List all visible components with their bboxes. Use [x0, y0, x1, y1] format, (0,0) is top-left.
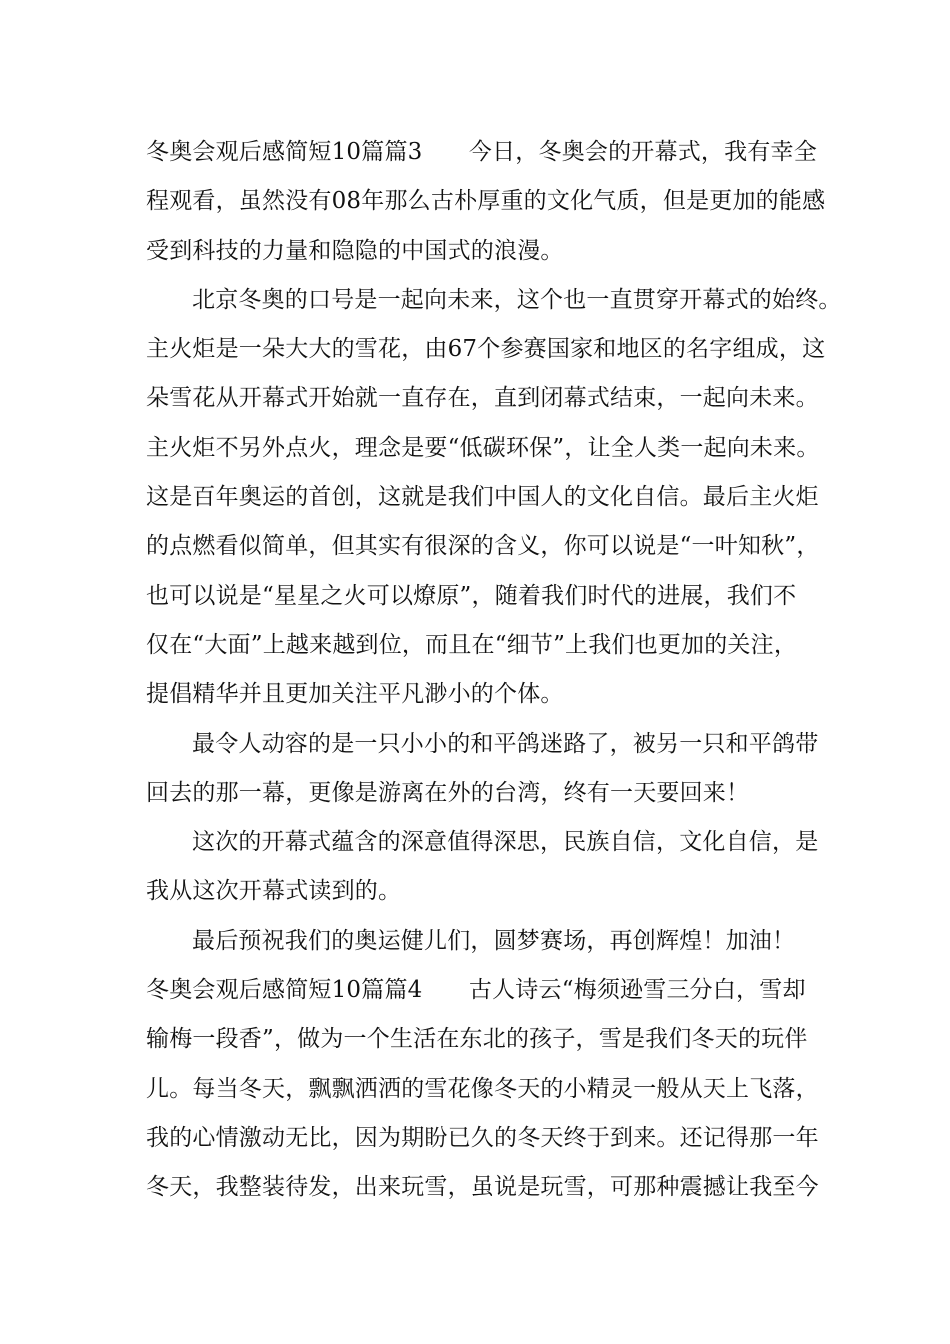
text-line: 我从这次开幕式读到的。: [146, 878, 402, 905]
text-line: 冬奥会观后感简短10篇篇4 古人诗云“梅须逊雪三分白，雪却: [146, 977, 806, 1004]
text-line: 我的心情激动无比，因为期盼已久的冬天终于到来。还记得那一年: [146, 1124, 819, 1151]
text-line: 主火炬是一朵大大的雪花，由67个参赛国家和地区的名字组成，这: [146, 336, 826, 363]
document-body: [146, 128, 842, 1213]
text-line: 这是百年奥运的首创，这就是我们中国人的文化自信。最后主火炬: [146, 484, 819, 511]
text-line: 提倡精华并且更加关注平凡渺小的个体。: [146, 681, 564, 708]
text-line: 受到科技的力量和隐隐的中国式的浪漫。: [146, 237, 564, 264]
text-line: 回去的那一幕，更像是游离在外的台湾，终有一天要回来！: [146, 779, 750, 806]
text-line: 冬奥会观后感简短10篇篇3 今日，冬奥会的开幕式，我有幸全: [146, 139, 817, 165]
text-line: 主火炬不另外点火，理念是要“低碳环保”，让全人类一起向未来。: [146, 434, 820, 461]
text-line: 的点燃看似简单，但其实有很深的含义，你可以说是“一叶知秋”，: [146, 533, 820, 560]
text-line: 最后预祝我们的奥运健儿们，圆梦赛场，再创辉煌！加油！: [192, 927, 796, 954]
text-line: 仅在“大面”上越来越到位，而且在“细节”上我们也更加的关注，: [146, 631, 798, 658]
text-line: 最令人动容的是一只小小的和平鸽迷路了，被另一只和平鸽带: [192, 730, 819, 757]
text-line: 输梅一段香”，做为一个生活在东北的孩子，雪是我们冬天的玩伴: [146, 1026, 808, 1053]
text-line: 儿。每当冬天，飘飘洒洒的雪花像冬天的小精灵一般从天上飞落，: [146, 1075, 819, 1102]
text-line: 冬天，我整装待发，出来玩雪，虽说是玩雪，可那种震撼让我至今: [146, 1174, 819, 1201]
text-line: 也可以说是“星星之火可以燎原”，随着我们时代的进展，我们不: [146, 582, 797, 609]
text-line: 北京冬奥的口号是一起向未来，这个也一直贯穿开幕式的始终。: [192, 286, 842, 313]
text-line: 程观看，虽然没有08年那么古朴厚重的文化气质，但是更加的能感: [146, 188, 826, 215]
text-line: 朵雪花从开幕式开始就一直存在，直到闭幕式结束，一起向未来。: [146, 385, 819, 412]
text-line: 这次的开幕式蕴含的深意值得深思，民族自信，文化自信，是: [192, 829, 819, 856]
